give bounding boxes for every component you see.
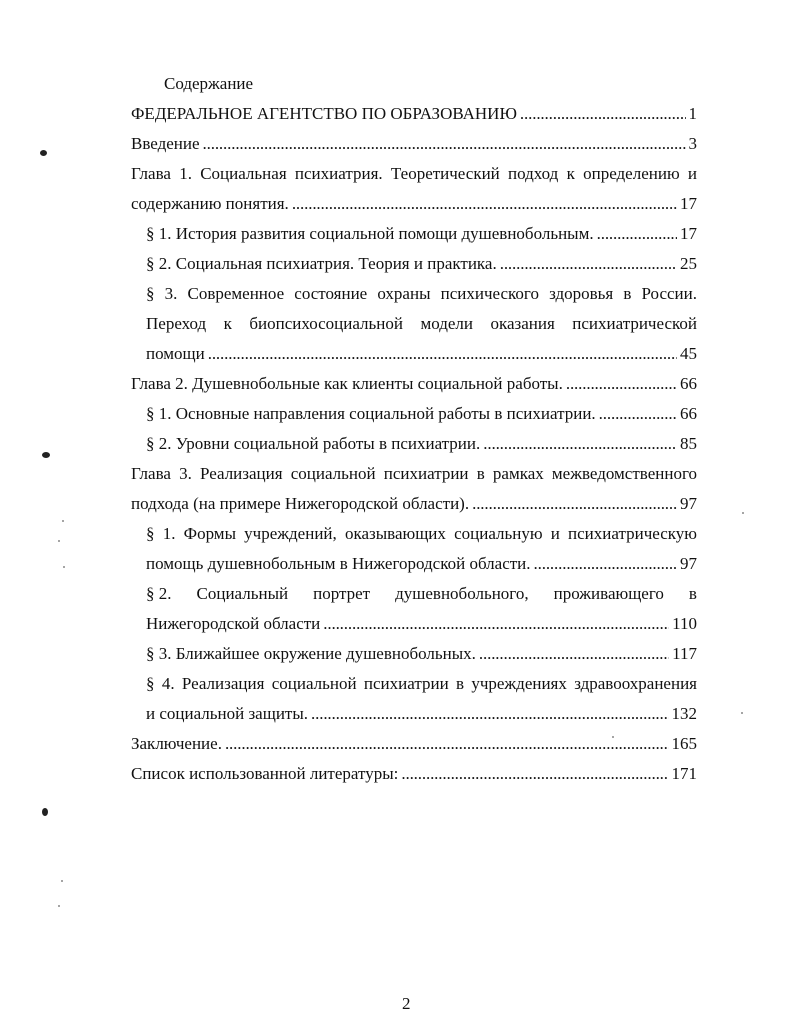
dot-leader xyxy=(472,492,677,516)
toc-entry-title: § 1. Основные направления социальной работы в психиатрии. xyxy=(146,404,596,423)
dot-leader xyxy=(225,732,669,756)
page-number: 2 xyxy=(402,994,411,1013)
dot-leader xyxy=(208,342,677,366)
toc-heading: Содержание xyxy=(164,74,254,93)
toc-entry-title: Глава 2. Душевнобольные как клиенты социальной работы. xyxy=(131,374,563,393)
toc-entry[interactable] xyxy=(146,402,697,426)
toc-word: § 2. xyxy=(146,584,172,603)
toc-entry-page: 1 xyxy=(688,104,697,123)
scan-speck xyxy=(62,520,64,522)
scan-speck xyxy=(63,566,65,568)
scan-speck xyxy=(42,808,48,816)
toc-entry-title: Нижегородской области xyxy=(146,614,321,633)
toc-entry-title: содержанию понятия. xyxy=(131,194,289,213)
toc-entry-page: 97 xyxy=(680,554,697,573)
dot-leader xyxy=(500,252,677,276)
toc-word: в xyxy=(688,584,697,603)
scan-speck xyxy=(742,512,744,514)
toc-entry-line: Глава 3. Реализация социальной психиатрии в рамках межведомственного xyxy=(131,464,697,483)
toc-entry-title: Заключение. xyxy=(131,734,222,753)
toc-entry[interactable] xyxy=(146,432,697,456)
toc-entry-page: 171 xyxy=(671,764,697,783)
toc-entry-title: помощи xyxy=(146,344,205,363)
scan-speck xyxy=(58,905,60,907)
scan-speck xyxy=(58,540,60,542)
toc-entry-title: Список использованной литературы: xyxy=(131,764,399,783)
dot-leader xyxy=(292,192,677,216)
toc-word: проживающего xyxy=(553,584,664,603)
toc-entry[interactable] xyxy=(146,702,697,726)
toc-entry[interactable] xyxy=(146,222,697,246)
toc-entry[interactable] xyxy=(131,492,697,516)
dot-leader xyxy=(203,132,686,156)
toc-entry-page: 66 xyxy=(680,374,697,393)
dot-leader xyxy=(323,612,669,636)
dot-leader xyxy=(483,432,677,456)
toc-entry-page: 132 xyxy=(671,704,697,723)
toc-entry[interactable] xyxy=(146,252,697,276)
toc-entry-title: § 2. Социальная психиатрия. Теория и практика. xyxy=(146,254,497,273)
toc-entry-page: 3 xyxy=(688,134,697,153)
toc-entry[interactable] xyxy=(131,192,697,216)
dot-leader xyxy=(597,222,677,246)
toc-entry[interactable] xyxy=(146,342,697,366)
toc-entry-line xyxy=(146,582,697,606)
toc-entry-page: 17 xyxy=(680,224,697,243)
scan-speck xyxy=(61,880,63,882)
scan-speck xyxy=(612,736,614,738)
toc-entry-title: помощь душевнобольным в Нижегородской области. xyxy=(146,554,531,573)
toc-entry-page: 117 xyxy=(672,644,697,663)
toc-entry-title: подхода (на примере Нижегородской области). xyxy=(131,494,470,513)
dot-leader xyxy=(311,702,668,726)
scan-speck xyxy=(40,150,47,156)
toc-entry[interactable] xyxy=(131,372,697,396)
toc-entry-page: 85 xyxy=(680,434,697,453)
toc-entry-page: 45 xyxy=(680,344,697,363)
toc-entry-line: § 3. Современное состояние охраны психического здоровья в России. xyxy=(146,284,697,303)
dot-leader xyxy=(566,372,677,396)
toc-entry-title: § 1. История развития социальной помощи душевнобольным. xyxy=(146,224,594,243)
toc-entry[interactable] xyxy=(146,552,697,576)
scan-speck xyxy=(741,712,743,714)
toc-entry-title: Введение xyxy=(131,134,200,153)
scan-speck xyxy=(42,452,50,458)
toc-entry-page: 165 xyxy=(671,734,697,753)
toc-entry-title: § 3. Ближайшее окружение душевнобольных. xyxy=(146,644,476,663)
toc-entry[interactable] xyxy=(131,762,697,786)
dot-leader xyxy=(479,642,669,666)
toc-entry-title: ФЕДЕРАЛЬНОЕ АГЕНТСТВО ПО ОБРАЗОВАНИЮ xyxy=(131,104,517,123)
toc-entry-title: § 2. Уровни социальной работы в психиатрии. xyxy=(146,434,481,453)
toc-entry[interactable] xyxy=(146,642,697,666)
toc-entry-page: 25 xyxy=(680,254,697,273)
toc-entry-page: 110 xyxy=(672,614,697,633)
toc-entry-title: и социальной защиты. xyxy=(146,704,309,723)
toc-word: портрет xyxy=(313,584,371,603)
dot-leader xyxy=(599,402,677,426)
toc-entry-line: § 4. Реализация социальной психиатрии в учреждениях здравоохранения xyxy=(146,674,697,693)
dot-leader xyxy=(401,762,668,786)
toc-entry-line: Глава 1. Социальная психиатрия. Теоретический подход к определению и xyxy=(131,164,697,183)
dot-leader xyxy=(534,552,677,576)
toc-word: Социальный xyxy=(196,584,289,603)
toc-entry-page: 66 xyxy=(680,404,697,423)
toc-entry-line: Переход к биопсихосоциальной модели оказания психиатрической xyxy=(146,314,697,333)
toc-word: душевнобольного, xyxy=(395,584,529,603)
toc-entry-page: 17 xyxy=(680,194,697,213)
toc-entry[interactable] xyxy=(146,612,697,636)
toc-entry-line: § 1. Формы учреждений, оказывающих социальную и психиатрическую xyxy=(146,524,697,543)
toc-entry[interactable] xyxy=(131,132,697,156)
toc-entry[interactable] xyxy=(131,102,697,126)
toc-entry-page: 97 xyxy=(680,494,697,513)
dot-leader xyxy=(520,102,686,126)
